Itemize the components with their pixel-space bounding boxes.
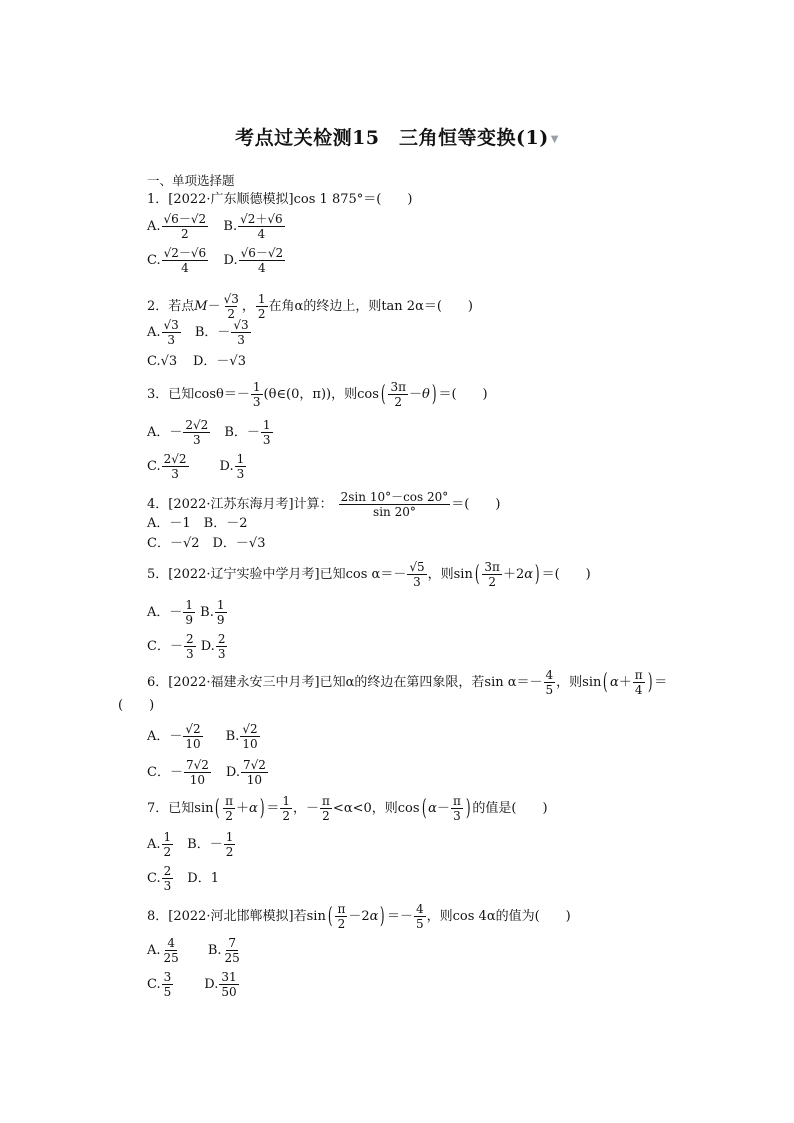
question-5-options-cd: C．－ $\frac{2}{3}$ D. $\frac{2}{3}$ bbox=[147, 632, 226, 661]
dropdown-triangle-icon[interactable]: ▼ bbox=[550, 133, 559, 145]
question-1-stem: 1．[2022·广东顺德模拟]cos 1 875°＝( ) bbox=[147, 192, 413, 207]
question-7-options-ab: A. $\frac{1}{2}$ B．－ $\frac{1}{2}$ bbox=[147, 830, 234, 859]
question-1-options-cd: C. $\frac{√2-√6}{4}$ D. $\frac{√6-√2}{4}$ bbox=[147, 246, 284, 275]
question-3-options-ab: A．－ $\frac{2√2}{3}$ B．－ $\frac{1}{3}$ bbox=[147, 418, 271, 447]
question-8-stem: 8．[2022·河北邯郸模拟]若sin( $\frac{\pi}{2}$ －2α) ＝－ $\frac{4}{5}$ ，则cos 4α的值为( ) bbox=[147, 902, 571, 931]
question-1-options-ab: A. $\frac{√6-√2}{2}$ B. $\frac{√2+√6}{4}$ bbox=[147, 212, 283, 241]
question-7-options-cd: C. $\frac{2}{3}$ D．1 bbox=[147, 864, 219, 893]
question-2-options-cd: C.√3 bbox=[147, 354, 178, 369]
question-4-options-ab: A．－1 B．－2 bbox=[147, 516, 248, 531]
page-title: 考点过关检测15 三角恒等变换(1) ▼ bbox=[235, 127, 559, 149]
question-6-answer-paren: ( ) bbox=[118, 698, 155, 713]
section-heading: 一、单项选择题 bbox=[147, 173, 235, 188]
question-6-options-ab: A．－ $\frac{√2}{10}$ B. $\frac{√2}{10}$ bbox=[147, 722, 258, 751]
question-3-stem: 3．已知cosθ＝－ $\frac{1}{3}$ (θ∈(0，π))，则cos( $\frac{3\pi}{2}$ －θ) ＝( ) bbox=[147, 380, 488, 409]
question-2-options-ab: A. $\frac{√3}{3}$ B．－ $\frac{√3}{3}$ bbox=[147, 318, 249, 347]
question-8-options-cd: C. $\frac{3}{5}$ D. $\frac{31}{50}$ bbox=[147, 970, 237, 999]
question-5-stem: 5．[2022·辽宁实验中学月考]已知cos α＝－ $\frac{√5}{3}$ ，则sin( $\frac{3\pi}{2}$ ＋2α) ＝( ) bbox=[147, 560, 591, 589]
question-2-option-d: D．－√3 bbox=[193, 354, 246, 369]
question-4-stem: 4．[2022·江苏东海月考]计算： $\frac{2\sin 10^\circ-\cos 20^\circ}{\sin 20^\circ}$ ＝( ) bbox=[147, 490, 501, 519]
question-5-options-ab: A．－ $\frac{1}{9}$ B. $\frac{1}{9}$ bbox=[147, 598, 225, 627]
question-6-options-cd: C．－ $\frac{7√2}{10}$ D. $\frac{7√2}{10}$ bbox=[147, 758, 266, 787]
question-2-stem: 2．若点M－ $\frac{√3}{2}$ ， $\frac{1}{2}$ 在角α的终边上，则tan 2α＝( ) bbox=[147, 292, 473, 321]
question-7-stem: 7．已知sin( $\frac{\pi}{2}$ ＋α) ＝ $\frac{1}{2}$ ，－ $\frac{\pi}{2}$ <α<0，则cos( α－ $\frac{\pi}{3}$ ) 的值是( ) bbox=[147, 794, 548, 823]
question-8-options-ab: A. $\frac{4}{25}$ B. $\frac{7}{25}$ bbox=[147, 936, 240, 965]
question-3-options-cd: C. $\frac{2√2}{3}$ D. $\frac{1}{3}$ bbox=[147, 452, 245, 481]
question-6-stem: 6．[2022·福建永安三中月考]已知α的终边在第四象限，若sin α＝－ $\frac{4}{5}$ ，则sin( α＋ $\frac{\pi}{4}$ ) ＝ bbox=[147, 668, 668, 697]
question-4-options-cd: C．－√2 D．－√3 bbox=[147, 536, 266, 551]
